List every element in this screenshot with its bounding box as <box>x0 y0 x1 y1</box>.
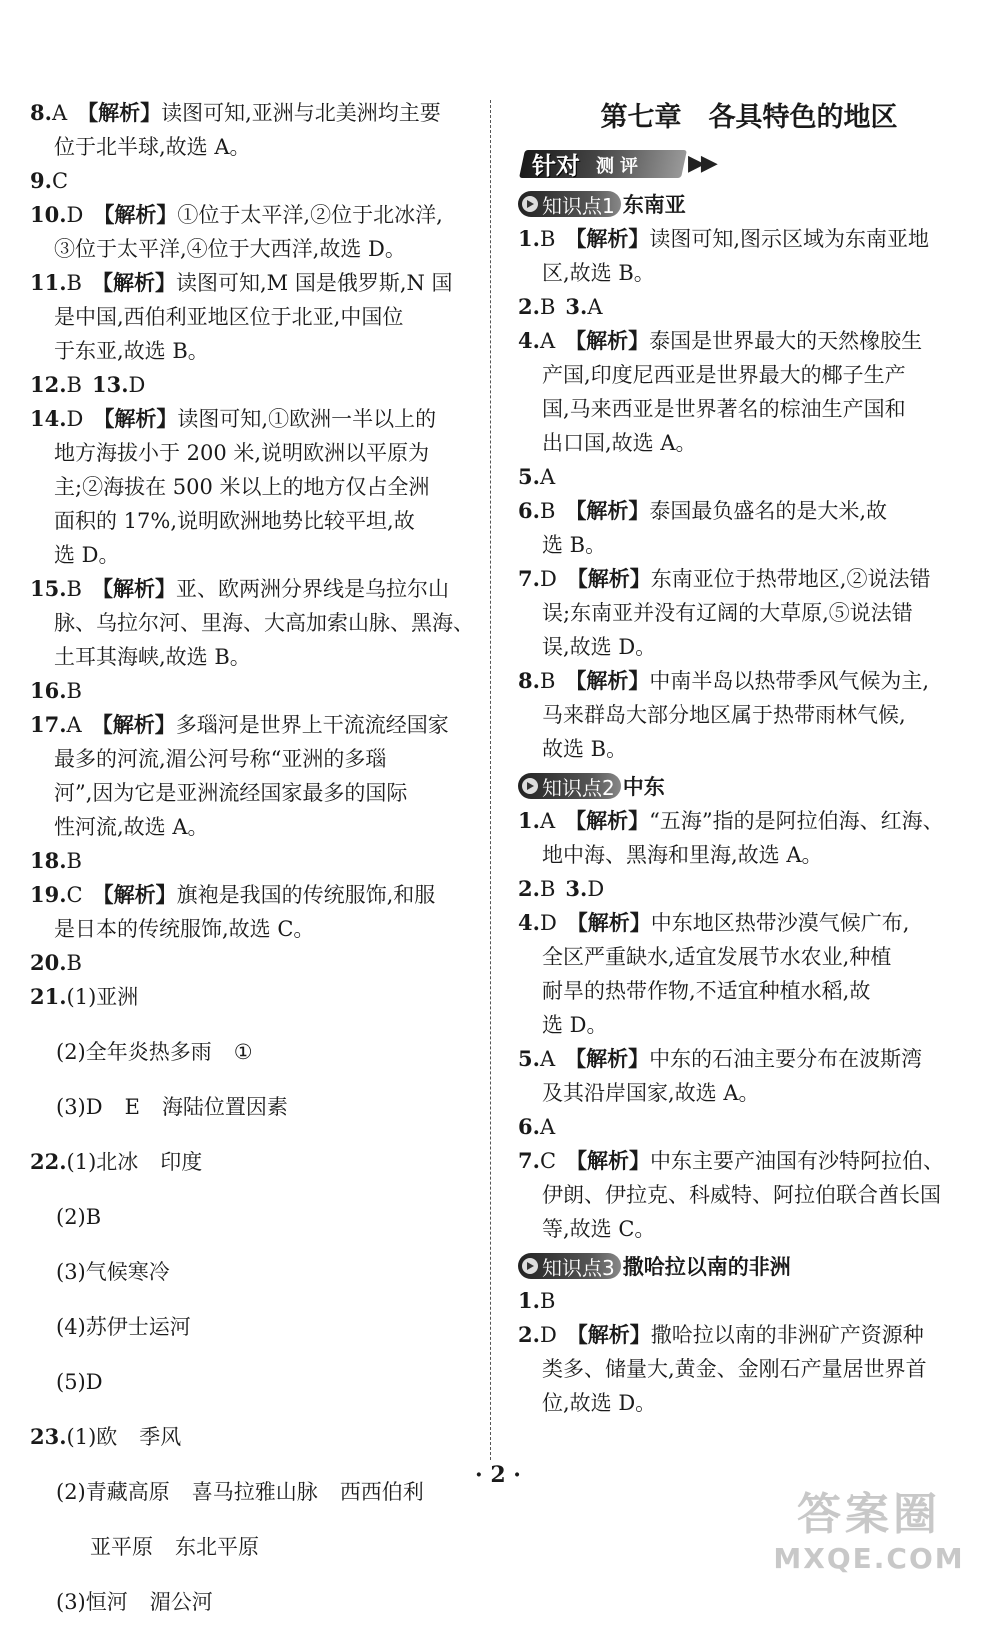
me-answer-7: 7.C 【解析】中东主要产油国有沙特阿拉伯、 伊朗、伊拉克、科威特、阿拉伯联合酋长国 等,故选 C。 <box>518 1148 945 1241</box>
answer-item-17: 17.A 【解析】多瑙河是世界上干流流经国家 最多的河流,湄公河号称“亚洲的多瑙 河”,因为它是亚洲流经国家最多的国际 性河流,故选 A。 <box>30 712 449 839</box>
answer-item-16: 16.B <box>30 678 82 703</box>
sea-answer-4: 4.A 【解析】泰国是世界最大的天然橡胶生 产国,印度尼西亚是世界最大的椰子生产 国,马来西亚是世界著名的棕油生产国和 出口国,故选 A。 <box>518 328 923 455</box>
answer-item-14: 14.D 【解析】读图可知,①欧洲一半以上的 地方海拔小于 200 米,说明欧洲以平原为 主;②海拔在 500 米以上的地方仅占全洲 面积的 17%,说明欧洲地势比较平坦,故 选 D。 <box>30 406 437 567</box>
play-icon <box>522 1258 538 1274</box>
me-answer-1: 1.A 【解析】“五海”指的是阿拉伯海、红海、 地中海、黑海和里海,故选 A。 <box>518 808 944 867</box>
me-answer-2-3: 2.B 3.D <box>518 876 605 901</box>
answer-item-12-13: 12.B 13.D <box>30 372 146 397</box>
answer-item-22: 22.(1)北冰 印度 (2)B (3)气候寒冷 (4)苏伊士运河 (5)D <box>30 1149 203 1394</box>
me-answer-4: 4.D 【解析】中东地区热带沙漠气候广布, 全区严重缺水,适宜发展节水农业,种植 耐旱的热带作物,不适宜种植水稻,故 选 D。 <box>518 910 910 1037</box>
answer-item-21: 21.(1)亚洲 (2)全年炎热多雨 ① (3)D E 海陆位置因素 <box>30 984 288 1119</box>
left-column <box>30 96 485 1640</box>
me-answer-5: 5.A 【解析】中东的石油主要分布在波斯湾 及其沿岸国家,故选 A。 <box>518 1046 923 1105</box>
sea-answer-1: 1.B 【解析】读图可知,图示区域为东南亚地 区,故选 B。 <box>518 226 930 285</box>
sea-answer-2-3: 2.B 3.A <box>518 294 603 319</box>
answer-item-10: 10.D 【解析】①位于太平洋,②位于北冰洋, ③位于太平洋,④位于大西洋,故选 D。 <box>30 202 443 261</box>
af-answer-2: 2.D 【解析】撒哈拉以南的非洲矿产资源种 类多、储量大,黄金、金刚石产量居世界首 位,故选 D。 <box>518 1322 927 1415</box>
page-number: · 2 · <box>475 1462 521 1488</box>
af-answer-1: 1.B <box>518 1288 556 1313</box>
knowledge-point-1-header: 知识点1 东南亚 <box>518 188 980 220</box>
answer-item-9: 9.C <box>30 168 69 193</box>
answer-item-8: 8.A 【解析】读图可知,亚洲与北美洲均主要 位于北半球,故选 A。 <box>30 100 441 159</box>
sea-answer-5: 5.A <box>518 464 556 489</box>
sea-answer-7: 7.D 【解析】东南亚位于热带地区,②说法错 误;东南亚并没有辽阔的大草原,⑤说法错 误,故选 D。 <box>518 566 931 659</box>
column-divider <box>490 100 491 1460</box>
answer-item-15: 15.B 【解析】亚、欧两洲分界线是乌拉尔山 脉、乌拉尔河、里海、大高加索山脉、黑海、 土耳其海峡,故选 B。 <box>30 576 474 669</box>
play-icon <box>522 778 538 794</box>
section-banner: 针对 测评 ▶▶ <box>522 148 722 184</box>
answer-item-19: 19.C 【解析】旗袍是我国的传统服饰,和服 是日本的传统服饰,故选 C。 <box>30 882 436 941</box>
answer-item-18: 18.B <box>30 848 82 873</box>
knowledge-point-2-header: 知识点2 中东 <box>518 770 980 802</box>
me-answer-6: 6.A <box>518 1114 556 1139</box>
answer-item-20: 20.B <box>30 950 82 975</box>
answer-item-23: 23.(1)欧 季风 (2)青藏高原 喜马拉雅山脉 西西伯利 亚平原 东北平原 (3)恒河 湄公河 <box>30 1424 424 1614</box>
chapter-title: 第七章 各具特色的地区 <box>600 102 898 133</box>
play-icon <box>522 196 538 212</box>
knowledge-point-3-header: 知识点3 撒哈拉以南的非洲 <box>518 1250 980 1282</box>
double-arrow-icon: ▶▶ <box>688 151 714 176</box>
answer-item-11: 11.B 【解析】读图可知,M 国是俄罗斯,N 国 是中国,西伯利亚地区位于北亚,中国位 于东亚,故选 B。 <box>30 270 453 363</box>
sea-answer-6: 6.B 【解析】泰国最负盛名的是大米,故 选 B。 <box>518 498 888 557</box>
sea-answer-8: 8.B 【解析】中南半岛以热带季风气候为主, 马来群岛大部分地区属于热带雨林气候, 故选 B。 <box>518 668 930 761</box>
watermark-logo: 答案圈 MXQE.COM <box>773 1489 965 1575</box>
right-column <box>518 96 980 1420</box>
